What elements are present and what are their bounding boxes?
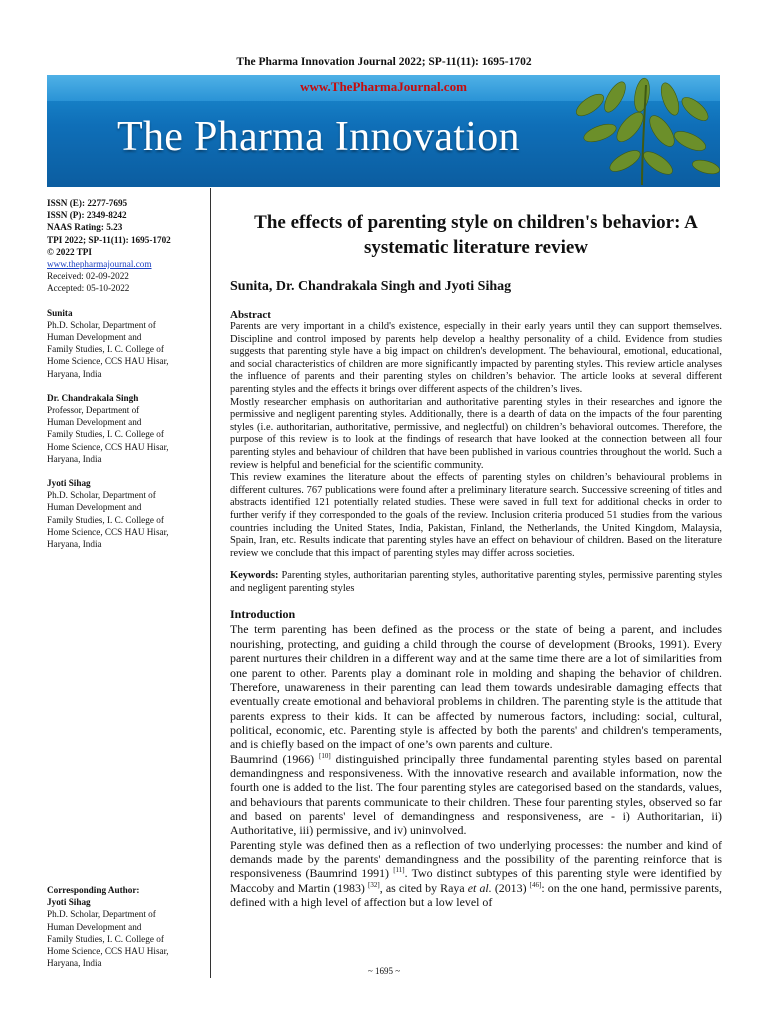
abstract-paragraph: Parents are very important in a child's existence, especially in their early years until they can support themselves. Discipline and control imposed by parents help develop a healthy personality of a child. Evidence from studies suggests that parenting style have a big impact on children's development. The behavioural, emotional, educational, and social characteristics of children are more significantly impacted by parenting styles. This review article analyses the influence of parents and their parenting styles on children’s behavior. The article looks at several different parenting styles and the effects it brings over different aspects of the children’s lives. [230,321,722,395]
affiliation-line: Home Science, CCS HAU Hisar, [47,946,169,957]
abstract-paragraph: This review examines the literature about the effects of parenting styles on children’s behavioural problems in different cultures. 767 publications were found after a preliminary literature search. Successive screening of titles and abstracts identified 121 potentially related studies. These were saved in full text for additional checks in order to further verify if they corresponded to the goals of the review. Inclusion criteria produced 51 studies from the various countries including the United States, India, Pakistan, Finland, the Netherlands, the United Kingdom, Malaysia, Spain, Iran, etc. Results indicate that parenting styles have an effect on behaviour of children. Based on the literature review we conclude that this impact of parenting styles may differ across societies. [230,472,722,559]
journal-banner [47,75,720,187]
affiliation-line: Haryana, India [47,453,102,464]
abstract-paragraph: Mostly researcher emphasis on authoritarian and authoritative parenting styles in their researches and ignore the permissive and negligent parenting styles. Additionally, there is a dearth of data on the impacts of the four parenting styles (i.e. authoritarian, authoritative, permissive, and neglectful) on children’s behavioral outcomes. Therefore, the purpose of this review is to look at the findings of research that have looked at the connection between all four parenting styles and behaviour of children that have been published in various countries throughout the world. Such a review is helpful and beneficial for the scientific community. [230,396,722,471]
affiliation-line: Ph.D. Scholar, Department of [47,909,156,920]
title-line-2: systematic literature review [363,237,589,258]
intro-paragraph: The term parenting has been defined as the process or the state of being a parent, and includes nourishing, protecting, and guiding a child through the course of development (Brooks, 1991). Every parent nurtures their children in a different way and at the same time there are a lot of similarities from one parent to other. Parents play a dominant role in molding and shaping the behavior of children. Therefore, unawareness in their parenting can lead them towards undesirable damaging effects that eventually create emotional and behavioral problems in children. The parenting style is the attitude that parents express to their kids. It can be affected by numerous factors, including: social, cultural, political, economic, etc. Parenting style is affected by both the parents' and children's temperaments, and is chiefly based on the impact of one’s own parents and culture. [230,622,722,752]
tpi-citation: TPI 2022; SP-11(11): 1695-1702 [47,234,171,245]
issn-e: ISSN (E): 2277-7695 [47,198,128,208]
running-head: The Pharma Innovation Journal 2022; SP-11(11): 1695-1702 [236,56,532,68]
author-affiliation [47,307,210,380]
affiliation-line: Home Science, CCS HAU Hisar, [47,356,169,367]
introduction-heading: Introduction [230,607,296,622]
paper-title [230,210,722,260]
text-run: (2013) [491,880,530,895]
website-link[interactable]: www.thepharmajournal.com [47,259,152,270]
et-al: et al. [467,880,492,895]
affiliation-line: Ph.D. Scholar, Department of [47,490,156,501]
introduction-section [230,607,722,909]
intro-paragraph [230,752,722,838]
author-name: Dr. Chandrakala Singh [47,392,139,403]
affiliation-line: Professor, Department of [47,405,140,416]
journal-metadata [47,197,210,295]
citation-ref[interactable]: [10] [319,751,331,760]
text-run: , as cited by Raya [379,880,468,895]
keywords-text: Parenting styles, authoritarian parenting styles, authoritative parenting styles, permissive parenting styles and negligent parenting styles [230,570,722,594]
affiliation-line: Ph.D. Scholar, Department of [47,319,156,330]
citation-ref[interactable]: [11] [393,866,405,875]
naas-rating: NAAS Rating: 5.23 [47,222,123,233]
author-name: Sunita [47,307,73,318]
author-affiliation [47,392,210,465]
affiliation-line: Human Development and [47,921,142,932]
affiliation-line: Haryana, India [47,539,102,550]
affiliation-line: Home Science, CCS HAU Hisar, [47,526,169,537]
abstract-section [230,309,722,560]
text-run: . Two distinct subtypes of this parenting style were identified by Maccoby and Martin (1983) [230,866,722,895]
corresponding-name: Jyoti Sihag [47,897,91,908]
citation-ref[interactable]: [46] [529,880,542,889]
affiliation-line: Human Development and [47,502,142,513]
corresponding-label: Corresponding Author: [47,885,140,895]
text-run: distinguished principally three fundamental parenting styles based on parental demandingness and responsiveness. With the innovative research and available information, now the fourth one is added to the list. The four parenting styles are categorised based on the standards, values, and behaviours that parents communicate to their children. These four parenting styles, observed so far and based on parents' level of demandingness and responsiveness, are - i) Authoritarian, ii) Authoritative, iii) permissive, and iv) uninvolved. [230,751,723,838]
copyright: © 2022 TPI [47,246,92,257]
affiliation-line: Haryana, India [47,958,102,969]
page-number: ~ 1695 ~ [367,966,401,976]
received-date: Received: 02-09-2022 [47,271,129,282]
keywords-label: Keywords: [230,570,279,582]
affiliation-line: Family Studies, I. C. College of [47,514,164,525]
author-list: Sunita, Dr. Chandrakala Singh and Jyoti Sihag [230,279,512,294]
leaves-icon [530,75,720,187]
banner-title: The Pharma Innovation [117,114,520,160]
banner-url[interactable]: www.ThePharmaJournal.com [300,79,467,94]
affiliation-line: Home Science, CCS HAU Hisar, [47,441,169,452]
affiliation-line: Family Studies, I. C. College of [47,344,164,355]
affiliation-line: Human Development and [47,332,142,343]
text-run: Baumrind (1966) [230,751,320,766]
text-run: Parenting style was defined then as a reflection of two underlying processes: the number and kind of demands made by the parents' demandingness and the possibility of the parenting reinforce that is responsiveness (Baumrind 1991) [230,837,722,881]
keywords [230,570,722,595]
accepted-date: Accepted: 05-10-2022 [47,283,130,294]
intro-paragraph [230,838,722,910]
article-body [230,210,722,909]
issn-p: ISSN (P): 2349-8242 [47,210,127,221]
author-affiliation [47,477,210,550]
corresponding-author [47,884,207,969]
affiliation-line: Haryana, India [47,368,102,379]
sidebar [47,188,211,978]
affiliation-line: Family Studies, I. C. College of [47,933,164,944]
text-run: : on the one hand, permissive parents, defined with a high level of affection but a low level of [230,880,722,909]
abstract-heading: Abstract [230,309,271,321]
title-line-1: The effects of parenting style on children's behavior: A [254,212,698,233]
author-name: Jyoti Sihag [47,478,91,489]
affiliation-line: Family Studies, I. C. College of [47,429,164,440]
citation-ref[interactable]: [32] [368,880,380,889]
affiliation-line: Human Development and [47,417,142,428]
